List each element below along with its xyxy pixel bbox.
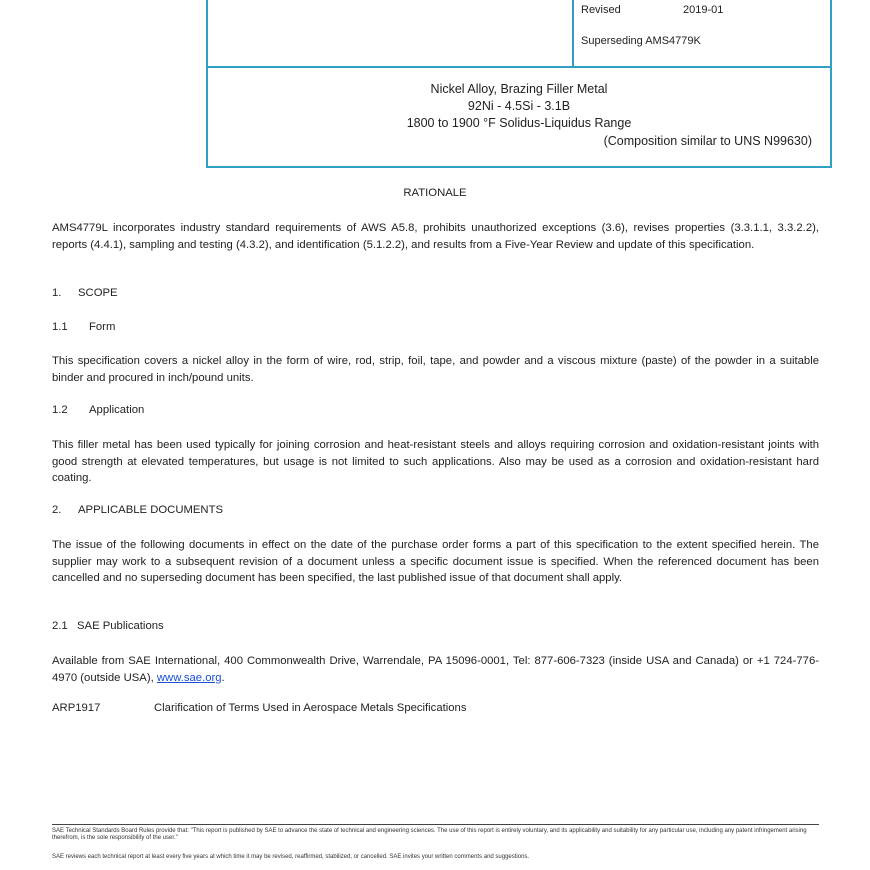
sae-address-text: Available from SAE International, 400 Commonwealth Drive, Warrendale, PA 15096-0001, Tel: 877-606-7323 (inside USA and Canada) or +1 724-776-4970 (outside USA),: [52, 655, 819, 684]
footer-disclaimer: SAE Technical Standards Board Rules provide that: "This report is published by SAE to advance the state of technical and engineering sciences. The use of this report is entirely voluntary, and its applicability and suitability for any particular use, including any patent infringement arising therefrom, is the sole responsibility of the user.": [52, 828, 807, 842]
form-number: 1.1: [52, 321, 68, 333]
header-divider: [572, 0, 574, 66]
header-info-box: [206, 0, 832, 68]
reference-code: ARP1917: [52, 702, 101, 714]
rationale-text: AMS4779L incorporates industry standard requirements of AWS A5.8, prohibits unauthorized exceptions (3.6), revises properties (3.3.1.1, 3.3.2.2), reports (4.4.1), sampling and testing (4.3.2), and identification (5.1.2.2), and results from a Five-Year Review and update of this specification.: [52, 222, 819, 251]
documents-number: 2.: [52, 504, 62, 516]
scope-heading: SCOPE: [78, 287, 118, 299]
uns-line: (Composition similar to UNS N99630): [603, 134, 812, 148]
sae-publications-heading: SAE Publications: [77, 620, 164, 632]
footer-review-note: SAE reviews each technical report at least every five years at which time it may be revised, reaffirmed, stabilized, or cancelled. SAE invites your written comments and suggestions.: [52, 854, 530, 860]
reference-title: Clarification of Terms Used in Aerospace Metals Specifications: [154, 702, 467, 714]
title-box: [206, 66, 832, 168]
sae-publications-text: Available from SAE International, 400 Commonwealth Drive, Warrendale, PA 15096-0001, Tel: 877-606-7323 (inside USA and Canada) or +1 724-776-4970 (outside USA), www.sae.org.: [52, 655, 819, 684]
revised-label: Revised: [581, 4, 621, 16]
scope-number: 1.: [52, 287, 62, 299]
application-heading: Application: [89, 404, 145, 416]
superseding-note: Superseding AMS4779K: [581, 35, 701, 47]
form-heading: Form: [89, 321, 116, 333]
application-text: This filler metal has been used typically for joining corrosion and heat-resistant steels and alloys requiring corrosion and oxidation-resistant joints with good strength at elevated temperatures, but usage is not limited to such applications. Also may be used as a corrosion and oxidation-resistant hard coating.: [52, 439, 819, 485]
document-title: Nickel Alloy, Brazing Filler Metal: [430, 82, 608, 96]
application-number: 1.2: [52, 404, 68, 416]
range-line: 1800 to 1900 °F Solidus-Liquidus Range: [406, 116, 632, 130]
sae-website-link[interactable]: www.sae.org: [156, 671, 222, 684]
footer-divider: [52, 824, 819, 825]
documents-heading: APPLICABLE DOCUMENTS: [78, 504, 224, 516]
rationale-heading: RATIONALE: [403, 187, 467, 199]
form-text: This specification covers a nickel alloy in the form of wire, rod, strip, foil, tape, and powder and a viscous mixture (paste) of the powder in a suitable binder and procured in inch/pound units.: [52, 355, 819, 384]
revised-date: 2019-01: [683, 4, 724, 16]
sae-publications-number: 2.1: [52, 620, 68, 632]
documents-text: The issue of the following documents in effect on the date of the purchase order forms a part of this specification to the extent specified herein. The supplier may work to a subsequent revision of a document unless a specific document issue is specified. When the referenced document has been cancelled and no superseding document has been specified, the last published issue of that document shall apply.: [52, 539, 819, 585]
composition-line: 92Ni - 4.5Si - 3.1B: [467, 99, 571, 113]
